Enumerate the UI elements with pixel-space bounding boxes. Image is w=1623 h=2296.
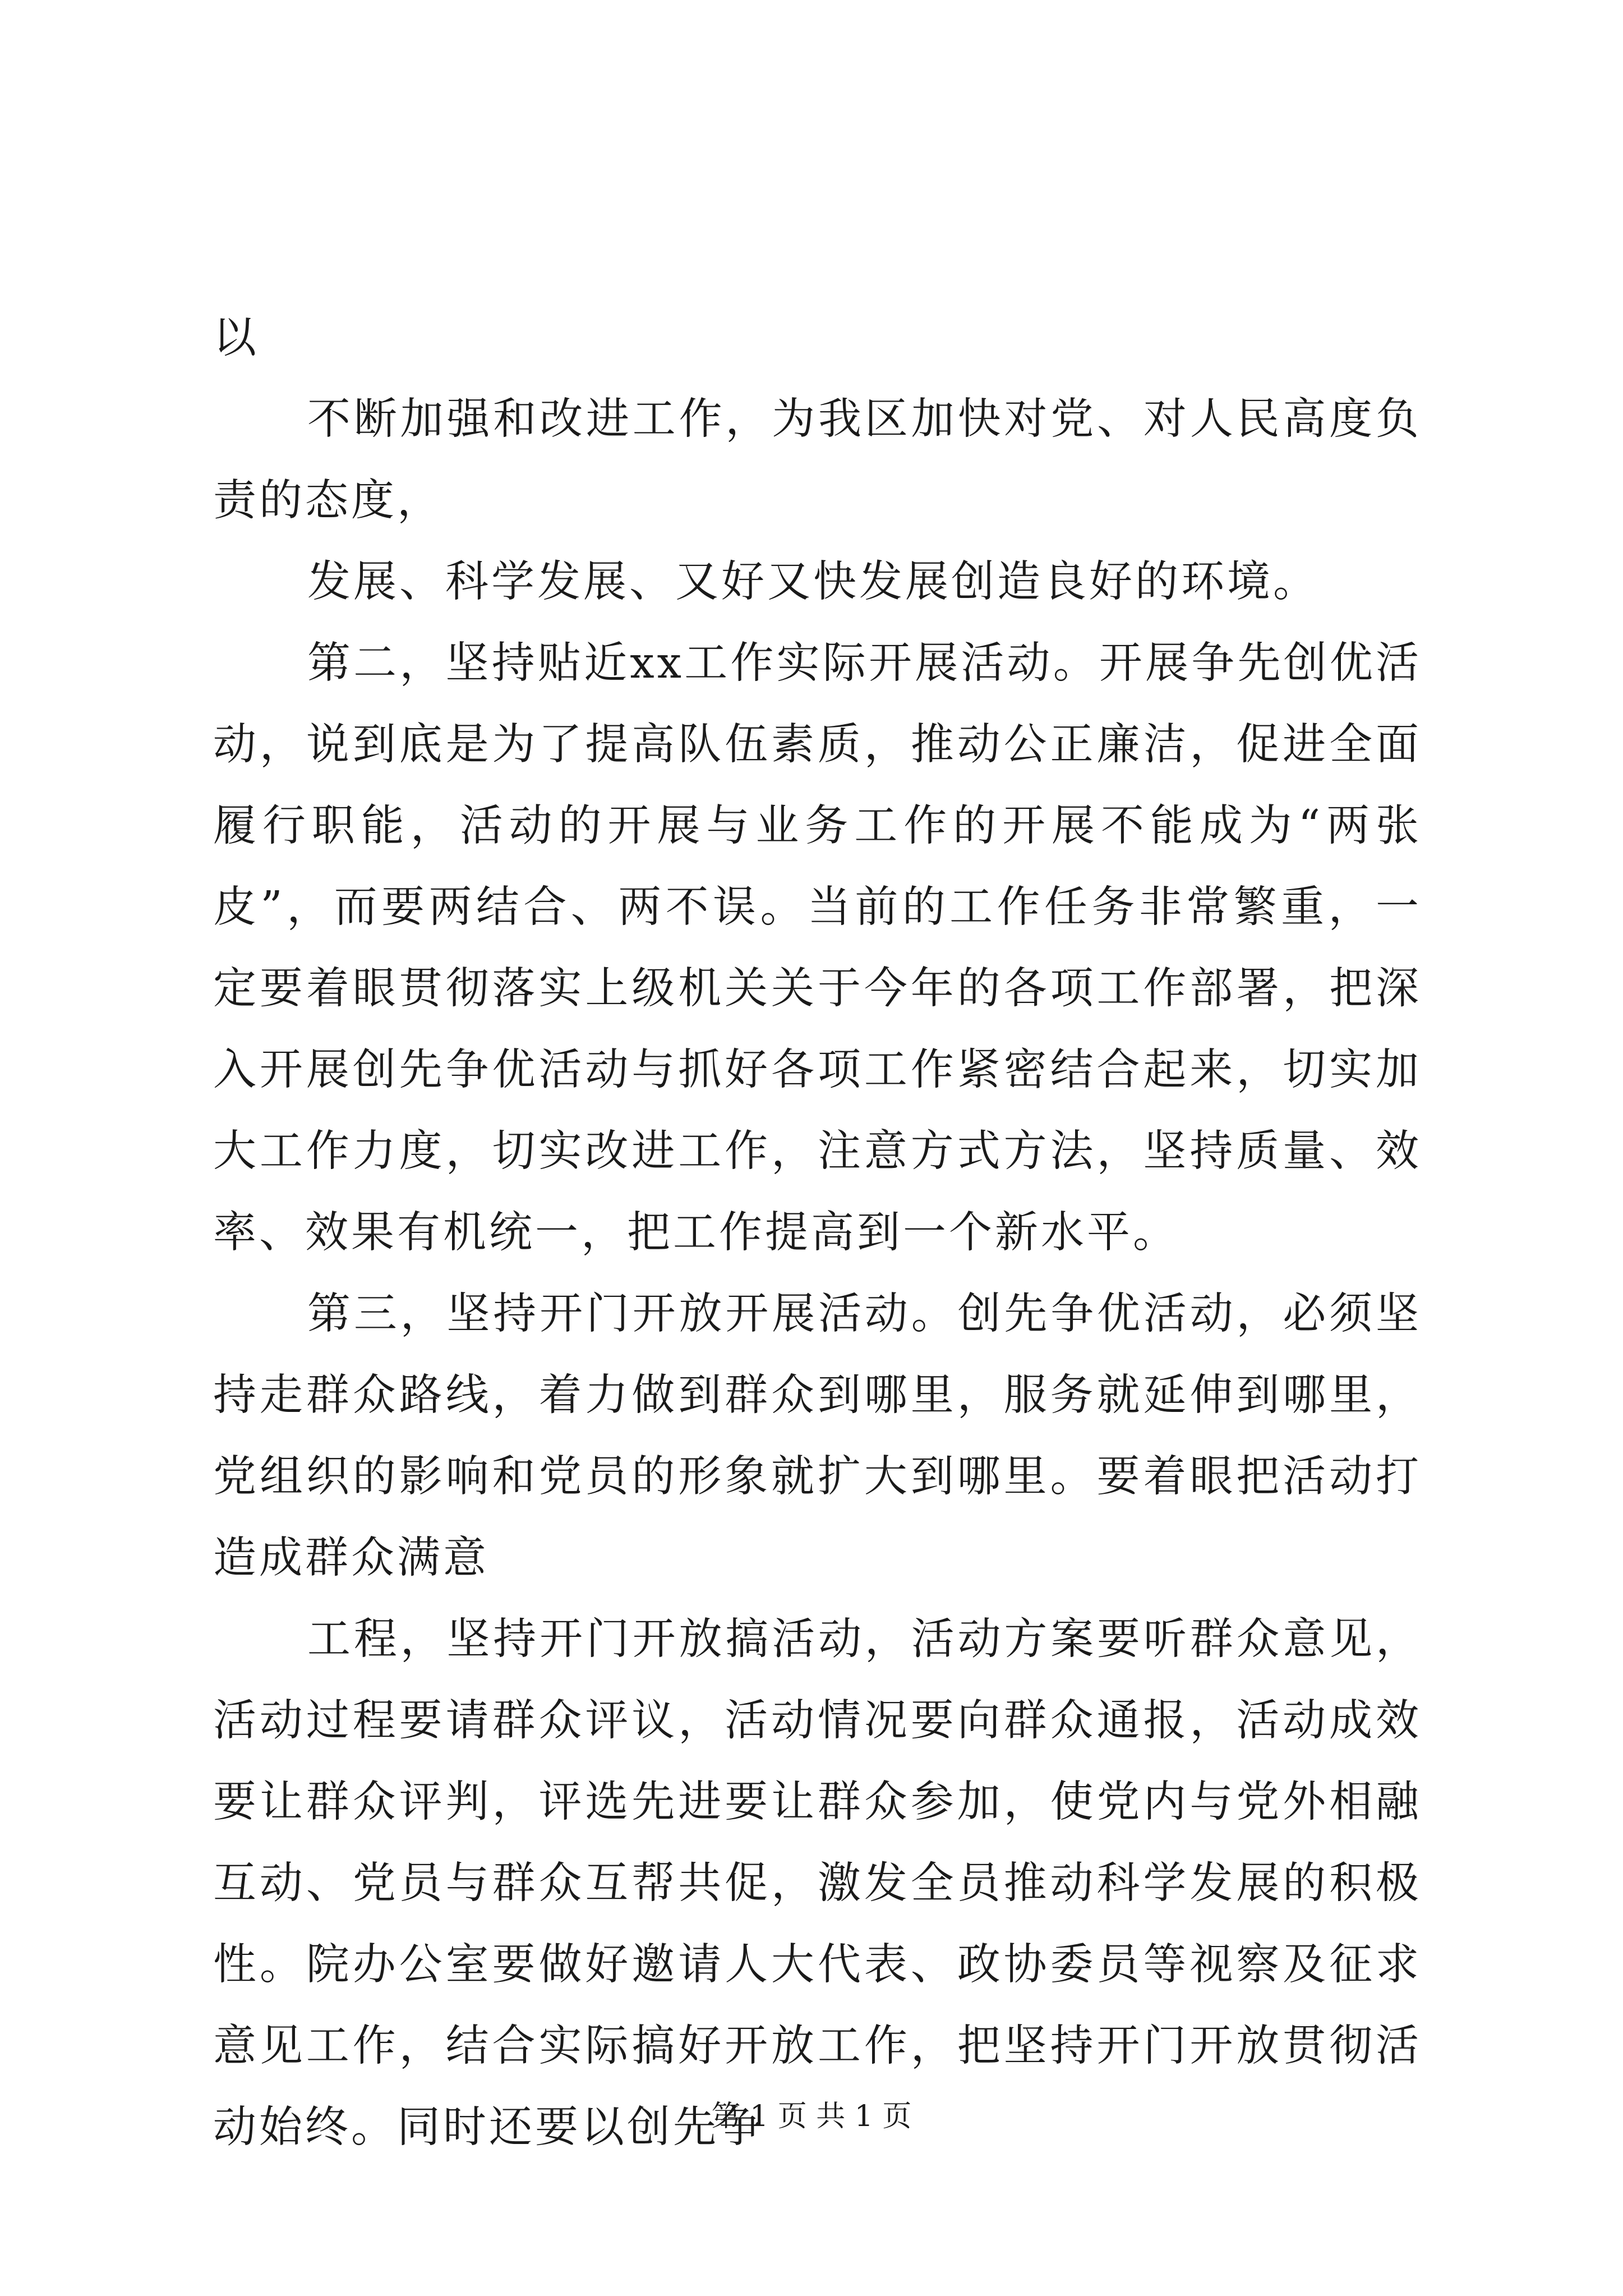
paragraph-6: 工程，坚持开门开放搞活动，活动方案要听群众意见，活动过程要请群众评议，活动情况要向群众通报，活动成效要让群众评判，评选先进要让群众参加，使党内与党外相融互动、党员与群众互帮共促，激发全员推动科学发展的积极性。院办公室要做好邀请人大代表、政协委员等视察及征求意见工作，结合实际搞好开放工作，把坚持开门开放贯彻活动始终。同时还要以创先争 — [213, 1614, 1422, 2152]
paragraph-1: 以 — [213, 313, 259, 363]
page-footer: 第 1 页 共 1 页 — [711, 2100, 912, 2133]
document-body — [213, 297, 1422, 2168]
paragraph-3: 发展、科学发展、又好又快发展创造良好的环境。 — [307, 557, 1319, 607]
paragraph-2: 不断加强和改进工作，为我区加快对党、对人民高度负责的态度， — [213, 394, 1422, 526]
paragraph-4: 第二，坚持贴近xx工作实际开展活动。开展争先创优活动，说到底是为了提高队伍素质，推动公正廉洁，促进全面履行职能，活动的开展与业务工作的开展不能成为“两张皮”，而要两结合、两不误。当前的工作任务非常繁重，一定要着眼贯彻落实上级机关关于今年的各项工作部署，把深入开展创先争优活动与抓好各项工作紧密结合起来，切实加大工作力度，切实改进工作，注意方式方法，坚持质量、效率、效果有机统一，把工作提高到一个新水平。 — [213, 638, 1422, 1258]
paragraph-5: 第三，坚持开门开放开展活动。创先争优活动，必须坚持走群众路线，着力做到群众到哪里，服务就延伸到哪里，党组织的影响和党员的形象就扩大到哪里。要着眼把活动打造成群众满意 — [213, 1289, 1422, 1583]
